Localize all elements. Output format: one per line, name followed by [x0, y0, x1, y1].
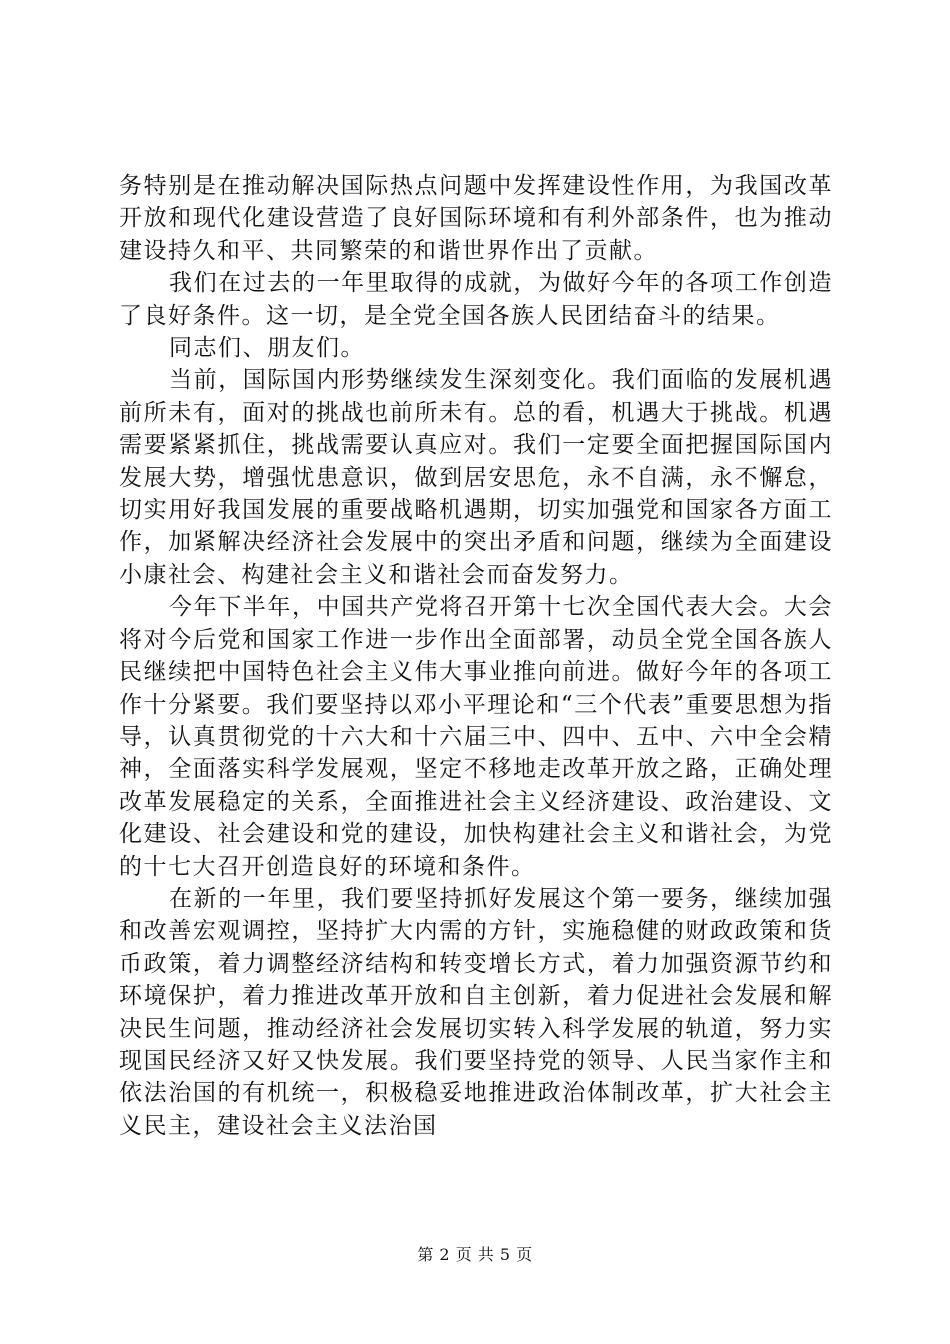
paragraph-5: 今年下半年，中国共产党将召开第十七次全国代表大会。大会将对今后党和国家工作进一步作出全面部署，动员全党全国各族人民继续把中国特色社会主义伟大事业推向前进。做好今年的各项工作十分紧要。我们要坚持以邓小平理论和“三个代表”重要思想为指导，认真贯彻党的十六大和十六届三中、四中、五中、六中全会精神，全面落实科学发展观，坚定不移地走改革开放之路，正确处理改革发展稳定的关系，全面推进社会主义经济建设、政治建设、文化建设、社会建设和党的建设，加快构建社会主义和谐社会，为党的十七大召开创造良好的环境和条件。	[119, 594, 833, 880]
paragraph-4: 当前，国际国内形势继续发生深刻变化。我们面临的发展机遇前所未有，面对的挑战也前所未有。总的看，机遇大于挑战。机遇需要紧紧抓住，挑战需要认真应对。我们一定要全面把握国际国内发展大势，增强忧患意识，做到居安思危，永不自满，永不懈怠，切实用好我国发展的重要战略机遇期，切实加强党和国家各方面工作，加紧解决经济社会发展中的突出矛盾和问题，继续为全面建设小康社会、构建社会主义和谐社会而奋发努力。	[119, 367, 833, 588]
paragraph-3: 同志们、朋友们。	[169, 335, 365, 362]
document-body	[119, 170, 833, 1142]
page-number-label: 第 2 页 共 5 页	[417, 1245, 533, 1264]
page-footer	[0, 1242, 950, 1265]
paragraph-1: 务特别是在推动解决国际热点问题中发挥建设性作用，为我国改革开放和现代化建设营造了良好国际环境和有利外部条件，也为推动建设持久和平、共同繁荣的和谐世界作出了贡献。	[119, 173, 833, 264]
paragraph-2: 我们在过去的一年里取得的成就，为做好今年的各项工作创造了良好条件。这一切，是全党全国各族人民团结奋斗的结果。	[119, 270, 833, 329]
paragraph-6: 在新的一年里，我们要坚持抓好发展这个第一要务，继续加强和改善宏观调控，坚持扩大内需的方针，实施稳健的财政政策和货币政策，着力调整经济结构和转变增长方式，着力加强资源节约和环境保护，着力推进改革开放和自主创新，着力促进社会发展和解决民生问题，推动经济社会发展切实转入科学发展的轨道，努力实现国民经济又好又快发展。我们要坚持党的领导、人民当家作主和依法治国的有机统一，积极稳妥地推进政治体制改革，扩大社会主义民主，建设社会主义法治国	[119, 885, 833, 1139]
